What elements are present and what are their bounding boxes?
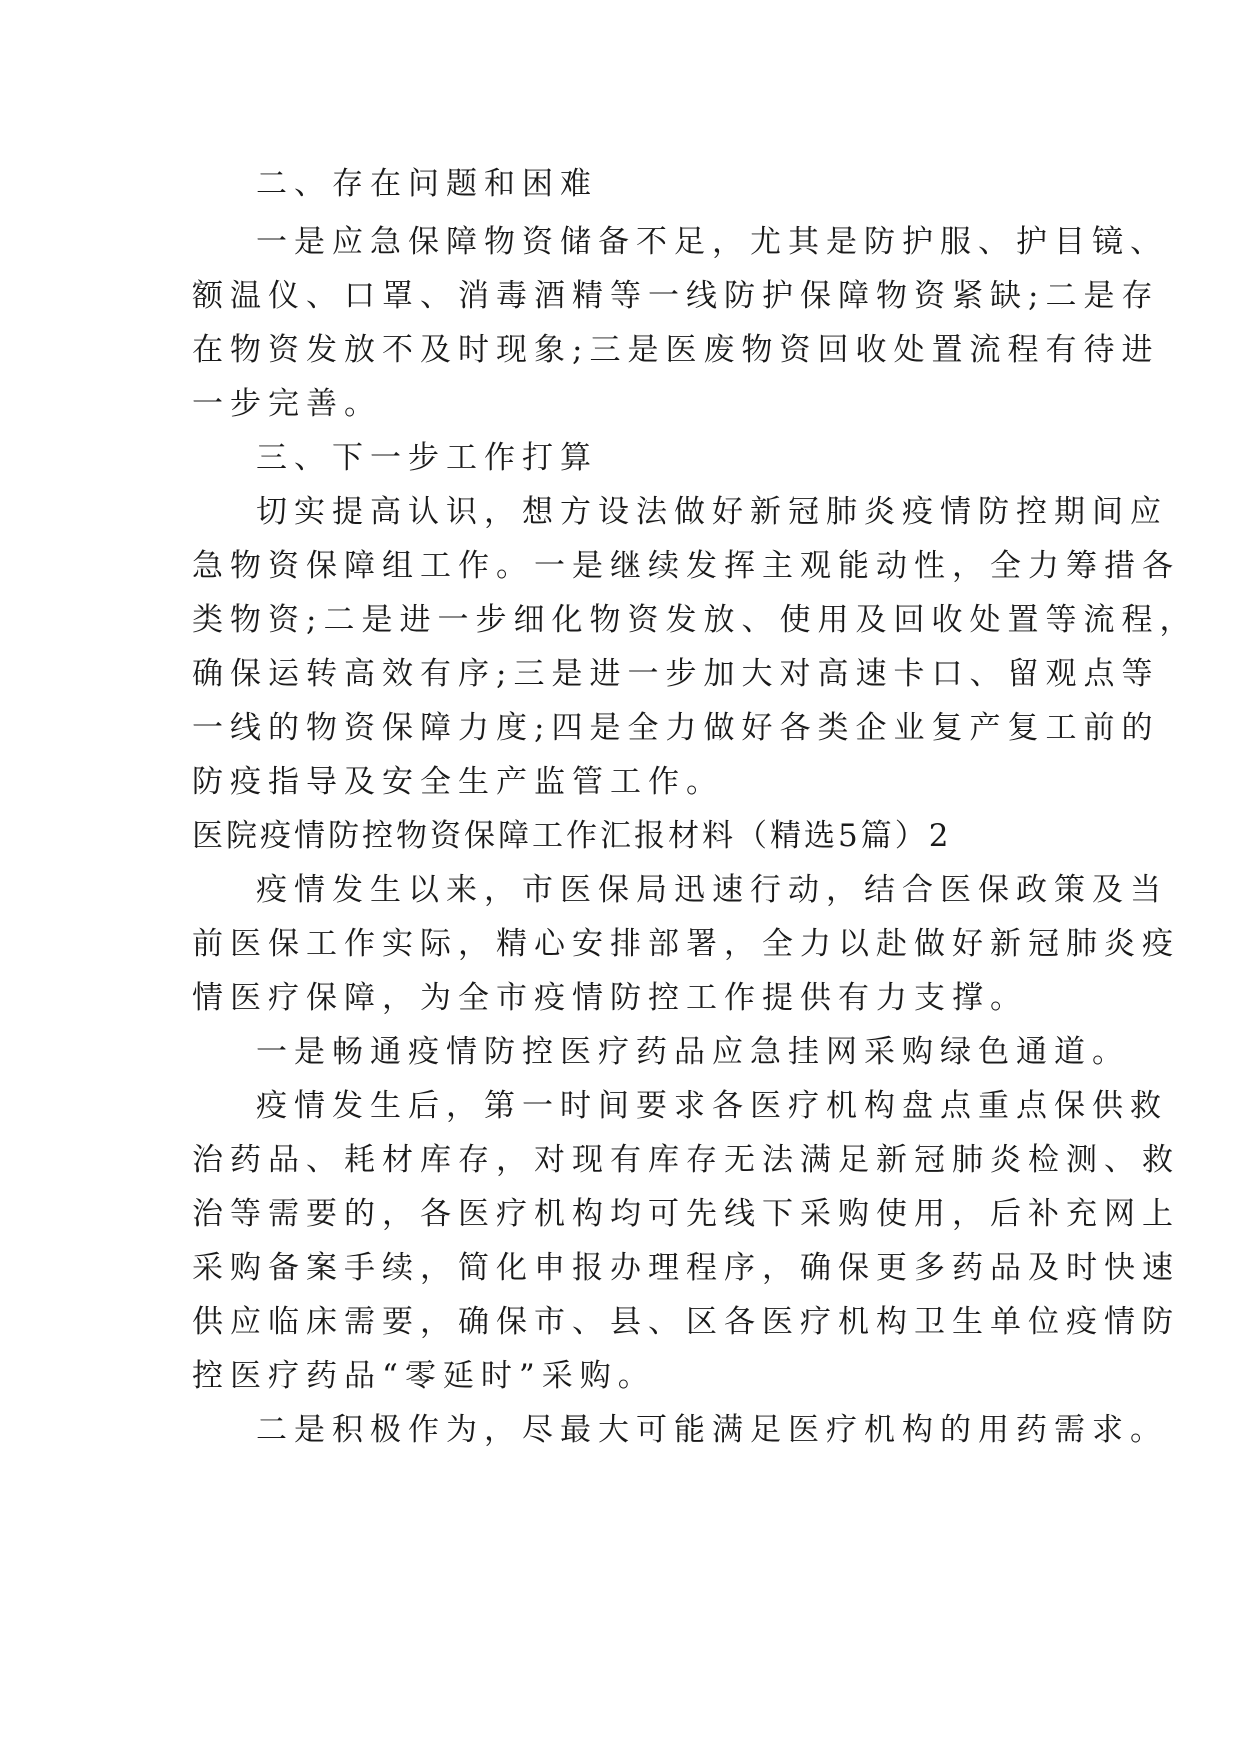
paragraph-line: 前医保工作实际，精心安排部署，全力以赴做好新冠肺炎疫: [192, 926, 1180, 962]
paragraph-line: 疫情发生后，第一时间要求各医疗机构盘点重点保供救: [256, 1088, 1168, 1124]
section-heading-next-steps: 三、下一步工作打算: [256, 440, 598, 476]
paragraph-line: 一是畅通疫情防控医疗药品应急挂网采购绿色通道。: [256, 1034, 1130, 1070]
paragraph-line: 供应临床需要，确保市、县、区各医疗机构卫生单位疫情防: [192, 1304, 1180, 1340]
paragraph-line: 一是应急保障物资储备不足，尤其是防护服、护目镜、: [256, 224, 1168, 260]
paragraph-line: 额温仪、口罩、消毒酒精等一线防护保障物资紧缺;二是存: [192, 278, 1160, 314]
paragraph-line: 治药品、耗材库存，对现有库存无法满足新冠肺炎检测、救: [192, 1142, 1180, 1178]
paragraph-line: 疫情发生以来，市医保局迅速行动，结合医保政策及当: [256, 872, 1168, 908]
paragraph-line: 确保运转高效有序;三是进一步加大对高速卡口、留观点等: [192, 656, 1160, 692]
paragraph-line: 控医疗药品“零延时”采购。: [192, 1358, 656, 1394]
section-heading-problems: 二、存在问题和困难: [256, 166, 598, 202]
paragraph-line: 一线的物资保障力度;四是全力做好各类企业复产复工前的: [192, 710, 1160, 746]
paragraph-line: 急物资保障组工作。一是继续发挥主观能动性，全力筹措各: [192, 548, 1180, 584]
article-title: 医院疫情防控物资保障工作汇报材料（精选5篇）2: [192, 818, 952, 854]
paragraph-line: 治等需要的，各医疗机构均可先线下采购使用，后补充网上: [192, 1196, 1180, 1232]
paragraph-line: 在物资发放不及时现象;三是医废物资回收处置流程有待进: [192, 332, 1160, 368]
paragraph-line: 二是积极作为，尽最大可能满足医疗机构的用药需求。: [256, 1412, 1168, 1448]
paragraph-line: 一步完善。: [192, 386, 382, 422]
paragraph-line: 切实提高认识，想方设法做好新冠肺炎疫情防控期间应: [256, 494, 1168, 530]
paragraph-line: 采购备案手续，简化申报办理程序，确保更多药品及时快速: [192, 1250, 1180, 1286]
paragraph-line: 类物资;二是进一步细化物资发放、使用及回收处置等流程，: [192, 602, 1198, 638]
paragraph-line: 防疫指导及安全生产监管工作。: [192, 764, 724, 800]
paragraph-line: 情医疗保障，为全市疫情防控工作提供有力支撑。: [192, 980, 1028, 1016]
